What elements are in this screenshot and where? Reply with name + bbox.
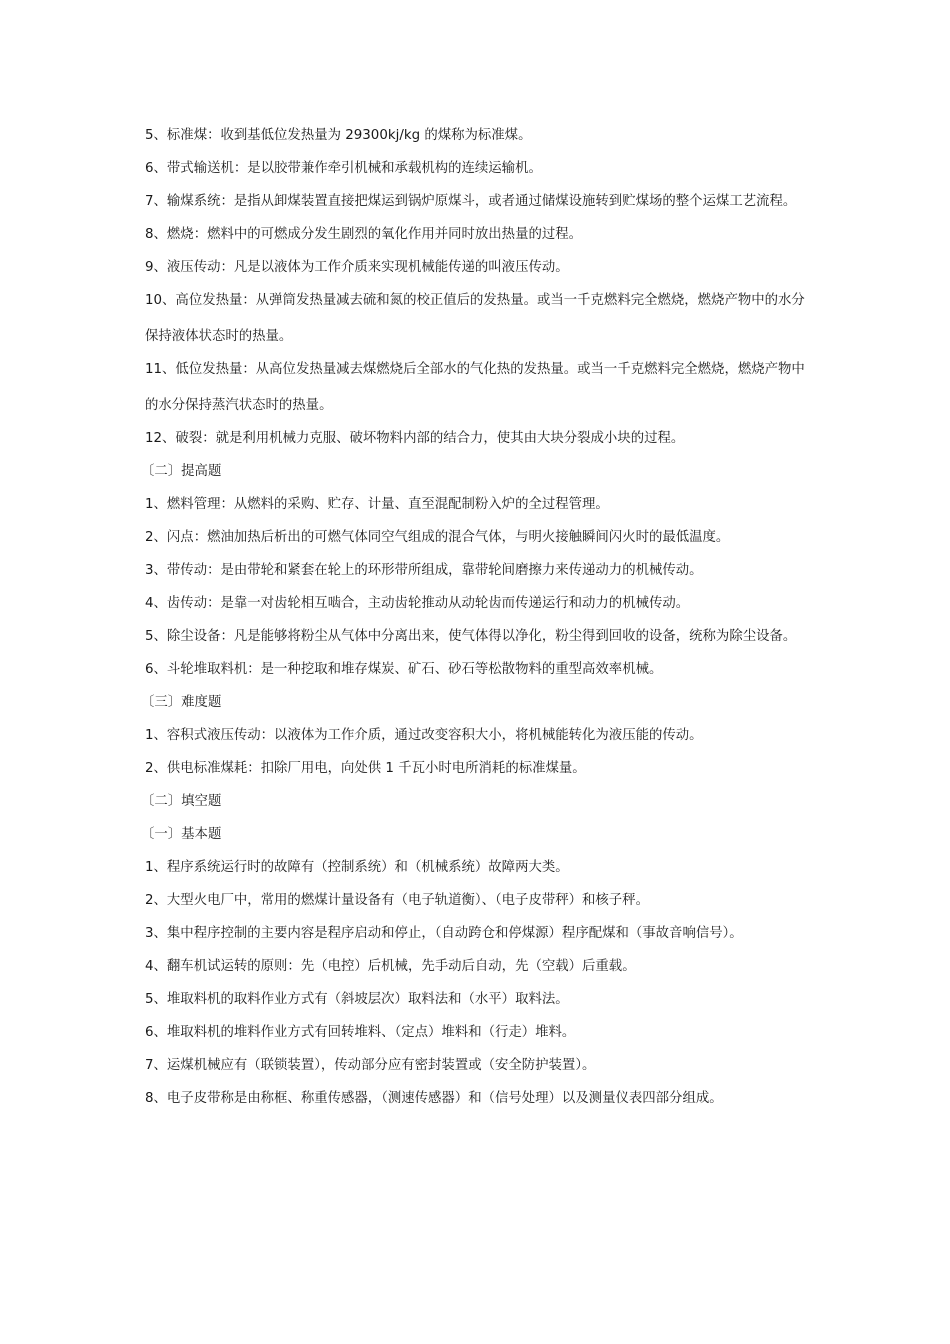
definition-item: 10、高位发热量：从弹筒发热量减去硫和氮的校正值后的发热量。或当一千克燃料完全燃烧，燃烧产物中的水分保持液体状态时的热量。 [145,293,805,344]
document-body [141,126,805,1122]
section-heading: 〔二〕填空题 [141,794,222,809]
definition-item: 1、燃料管理：从燃料的采购、贮存、计量、直至混配制粉入炉的全过程管理。 [145,497,609,512]
definition-item: 1、容积式液压传动：以液体为工作介质，通过改变容积大小，将机械能转化为液压能的传动。 [145,728,703,743]
section-heading: 〔三〕难度题 [141,695,222,710]
definition-item: 5、标准煤：收到基低位发热量为 29300kj/kg 的煤称为标准煤。 [145,128,532,143]
fill-blank-item: 1、程序系统运行时的故障有（控制系统）和（机械系统）故障两大类。 [145,860,569,875]
definition-item: 6、斗轮堆取料机：是一种挖取和堆存煤炭、矿石、砂石等松散物料的重型高效率机械。 [145,662,663,677]
definition-item: 5、除尘设备：凡是能够将粉尘从气体中分离出来，使气体得以净化，粉尘得到回收的设备，统称为除尘设备。 [145,629,797,644]
section-heading: 〔一〕基本题 [141,827,222,842]
fill-blank-item: 2、大型火电厂中，常用的燃煤计量设备有（电子轨道衡）、（电子皮带秤）和核子秤。 [145,893,649,908]
section-heading: 〔二〕提高题 [141,464,222,479]
fill-blank-item: 5、堆取料机的取料作业方式有（斜坡层次）取料法和（水平）取料法。 [145,992,569,1007]
fill-blank-item: 3、集中程序控制的主要内容是程序启动和停止，（自动跨仓和停煤源）程序配煤和（事故音响信号）。 [145,926,743,941]
definition-item: 9、液压传动：凡是以液体为工作介质来实现机械能传递的叫液压传动。 [145,260,569,275]
definition-item: 6、带式输送机：是以胶带兼作牵引机械和承载机构的连续运输机。 [145,161,542,176]
definition-item: 4、齿传动：是靠一对齿轮相互啮合，主动齿轮推动从动轮齿而传递运行和动力的机械传动。 [145,596,690,611]
definition-item: 2、供电标准煤耗：扣除厂用电，向处供 1 千瓦小时电所消耗的标准煤量。 [145,761,586,776]
definition-item: 3、带传动：是由带轮和紧套在轮上的环形带所组成，靠带轮间磨擦力来传递动力的机械传动。 [145,563,703,578]
fill-blank-item: 4、翻车机试运转的原则：先（电控）后机械，先手动后自动，先（空载）后重载。 [145,959,636,974]
fill-blank-item: 7、运煤机械应有（联锁装置），传动部分应有密封装置或（安全防护装置）。 [145,1058,596,1073]
definition-item: 8、燃烧：燃料中的可燃成分发生剧烈的氧化作用并同时放出热量的过程。 [145,227,583,242]
definition-item: 11、低位发热量：从高位发热量减去煤燃烧后全部水的气化热的发热量。或当一千克燃料完全燃烧，燃烧产物中的水分保持蒸汽状态时的热量。 [145,362,805,413]
definition-item: 2、闪点：燃油加热后析出的可燃气体同空气组成的混合气体，与明火接触瞬间闪火时的最低温度。 [145,530,730,545]
fill-blank-item: 6、堆取料机的堆料作业方式有回转堆料、（定点）堆料和（行走）堆料。 [145,1025,576,1040]
fill-blank-item: 8、电子皮带称是由称框、称重传感器，（测速传感器）和（信号处理）以及测量仪表四部分组成。 [145,1091,723,1106]
definition-item: 12、破裂：就是利用机械力克服、破坏物料内部的结合力，使其由大块分裂成小块的过程。 [145,431,685,446]
definition-item: 7、输煤系统：是指从卸煤装置直接把煤运到锅炉原煤斗，或者通过储煤设施转到贮煤场的整个运煤工艺流程。 [145,194,797,209]
